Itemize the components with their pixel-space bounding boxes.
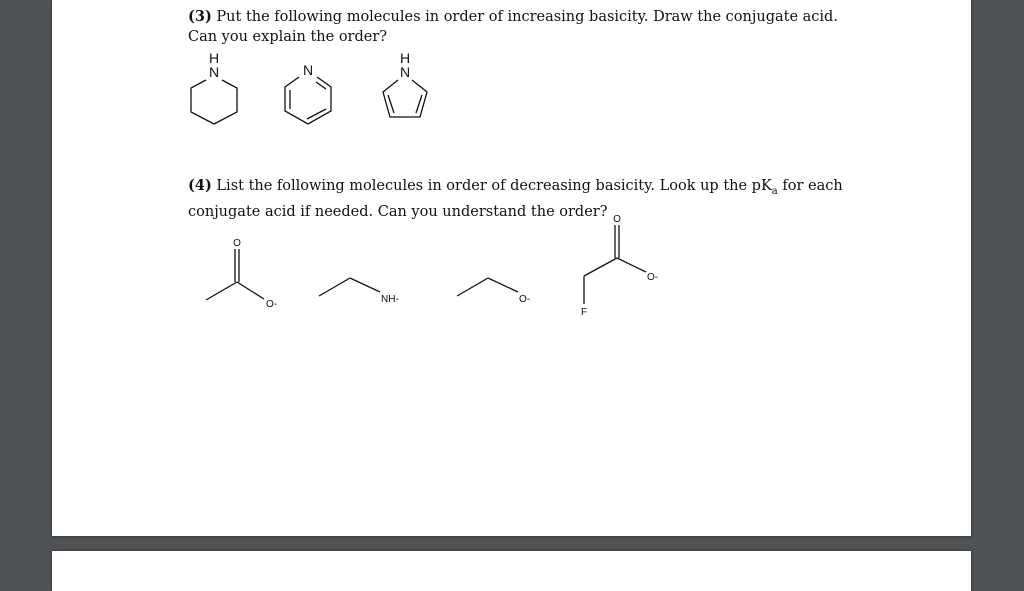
piperidine-h-label: H	[208, 50, 220, 66]
molecule-pyridine	[280, 58, 342, 130]
question-4-text-after: for each conjugate acid if needed. Can you understand the order?	[188, 178, 843, 220]
document-page	[52, 0, 971, 536]
fluoroacetate-anion: O-	[647, 272, 659, 283]
molecule-piperidine	[184, 50, 248, 132]
ethoxide-anion: O-	[519, 294, 531, 305]
molecule-ethylamide	[317, 270, 417, 310]
ethylamide-anion: NH-	[381, 294, 399, 305]
pyridine-ring	[285, 77, 331, 124]
pyrrole-h-label: H	[399, 50, 411, 66]
acetate-anion: O-	[266, 299, 278, 310]
question-4-text-before: List the following molecules in order of decreasing basicity. Look up the pK	[211, 178, 772, 194]
acetate-co-single-bond	[237, 282, 264, 299]
ethoxide-bond-1	[457, 278, 488, 296]
pyridine-n-label: N	[302, 62, 314, 78]
question-3-text: Put the following molecules in order of increasing basicity. Draw the conjugate acid. Can you explain the order?	[188, 9, 838, 45]
piperidine-n-label: N	[208, 64, 220, 80]
fluoroacetate-carbonyl-o: O	[613, 214, 621, 225]
question-4	[188, 176, 868, 222]
pyridine-double-bond-2	[307, 109, 326, 119]
piperidine-ring	[191, 80, 237, 124]
question-3-number: (3)	[188, 8, 212, 25]
question-4-subscript: a	[771, 185, 778, 197]
molecule-ethoxide	[455, 270, 555, 310]
ethylamide-bond-2	[350, 278, 380, 292]
molecule-fluoroacetate	[570, 208, 680, 318]
acetate-carbonyl-o: O	[233, 238, 241, 249]
pyrrole-n-label: N	[399, 64, 411, 80]
next-document-page	[52, 551, 971, 591]
molecule-pyrrole	[380, 50, 438, 126]
molecule-acetate	[200, 232, 300, 312]
question-4-number: (4)	[188, 177, 212, 194]
ethylamide-bond-1	[319, 278, 350, 296]
pyrrole-double-bond-2	[416, 95, 422, 113]
question-3	[188, 7, 868, 47]
pyrrole-double-bond-1	[388, 95, 394, 113]
acetate-cc-bond	[206, 282, 237, 300]
fluoroacetate-cc-bond	[584, 258, 617, 276]
fluoroacetate-f-label: F	[580, 307, 588, 318]
fluoroacetate-co-single-bond	[617, 258, 646, 272]
ethoxide-bond-2	[488, 278, 518, 292]
